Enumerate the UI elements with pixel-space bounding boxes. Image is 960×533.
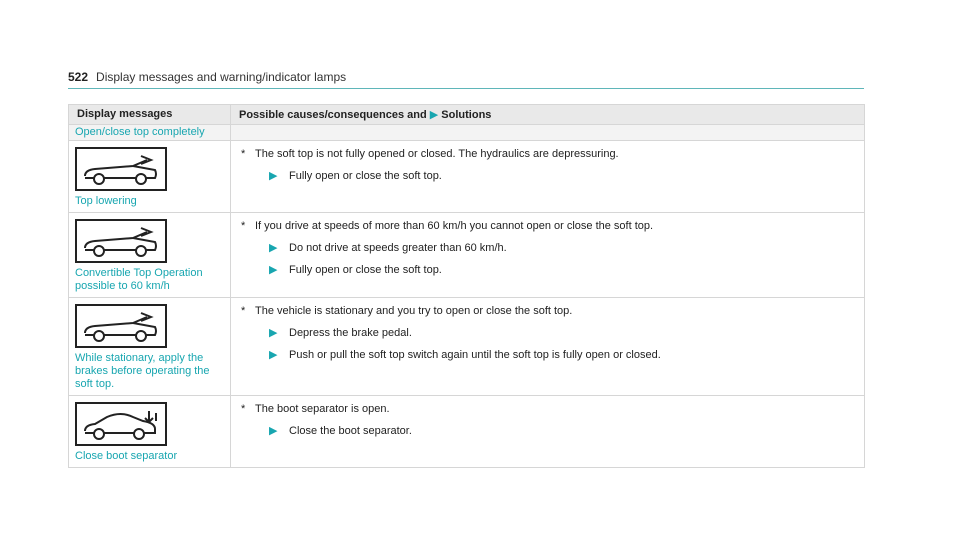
cause-text: The soft top is not fully opened or closed. The hydraulics are depressuring. <box>255 148 619 160</box>
message-cell <box>69 141 231 213</box>
subheading-empty-cell <box>231 125 865 141</box>
asterisk-icon: * <box>241 305 246 317</box>
display-messages-table <box>68 104 865 468</box>
cause-cell <box>231 141 865 213</box>
asterisk-icon: * <box>241 220 246 232</box>
page-header <box>68 70 864 89</box>
table-header-row <box>69 105 865 125</box>
solution-text: Fully open or close the soft top. <box>289 170 442 182</box>
column-header-messages: Display messages <box>69 105 231 125</box>
cause-cell <box>231 298 865 396</box>
cause-text: The vehicle is stationary and you try to open or close the soft top. <box>255 305 573 317</box>
message-cell <box>69 298 231 396</box>
subheading: Open/close top completely <box>69 125 231 141</box>
message-label: While stationary, apply the brakes before operating the soft top. <box>75 352 210 390</box>
message-label: Close boot separator <box>75 450 178 462</box>
solution-text: Close the boot separator. <box>289 425 412 437</box>
column-header-causes-text: Possible causes/consequences and <box>239 109 427 121</box>
cause-line <box>241 402 854 417</box>
table-row <box>69 396 865 468</box>
cause-text: The boot separator is open. <box>255 403 390 415</box>
asterisk-icon: * <box>241 403 246 415</box>
arrow-icon: ▶ <box>269 264 278 276</box>
cause-cell <box>231 213 865 298</box>
solution-text: Fully open or close the soft top. <box>289 264 442 276</box>
column-header-causes <box>231 105 865 125</box>
arrow-icon: ▶ <box>269 349 278 361</box>
arrow-icon: ▶ <box>269 242 278 254</box>
convertible-top-icon <box>75 219 167 263</box>
message-label: Top lowering <box>75 195 137 207</box>
solution-line <box>269 326 854 341</box>
cause-line <box>241 147 854 162</box>
message-label: Convertible Top Operation possible to 60 km/h <box>75 267 203 292</box>
convertible-top-icon <box>75 147 167 191</box>
solution-line <box>269 241 854 256</box>
table-row <box>69 213 865 298</box>
table-row <box>69 298 865 396</box>
arrow-icon: ▶ <box>269 425 278 437</box>
cause-line <box>241 304 854 319</box>
arrow-icon: ▶ <box>269 327 278 339</box>
solution-text: Push or pull the soft top switch again until the soft top is fully open or closed. <box>289 349 661 361</box>
solution-text: Do not drive at speeds greater than 60 km/h. <box>289 242 507 254</box>
page-number: 522 <box>68 70 89 84</box>
message-cell <box>69 396 231 468</box>
cause-line <box>241 219 854 234</box>
solution-line <box>269 169 854 184</box>
arrow-icon: ▶ <box>429 109 439 121</box>
section-title: Display messages and warning/indicator lamps <box>96 70 347 84</box>
convertible-top-icon <box>75 304 167 348</box>
cause-text: If you drive at speeds of more than 60 km/h you cannot open or close the soft top. <box>255 220 654 232</box>
solution-line <box>269 348 854 363</box>
cause-cell <box>231 396 865 468</box>
solution-text: Depress the brake pedal. <box>289 327 412 339</box>
solution-line <box>269 263 854 278</box>
column-header-solutions-text: Solutions <box>441 109 492 121</box>
table-row <box>69 141 865 213</box>
boot-separator-icon <box>75 402 167 446</box>
solution-line <box>269 424 854 439</box>
message-cell <box>69 213 231 298</box>
asterisk-icon: * <box>241 148 246 160</box>
arrow-icon: ▶ <box>269 170 278 182</box>
subheading-row <box>69 125 865 141</box>
